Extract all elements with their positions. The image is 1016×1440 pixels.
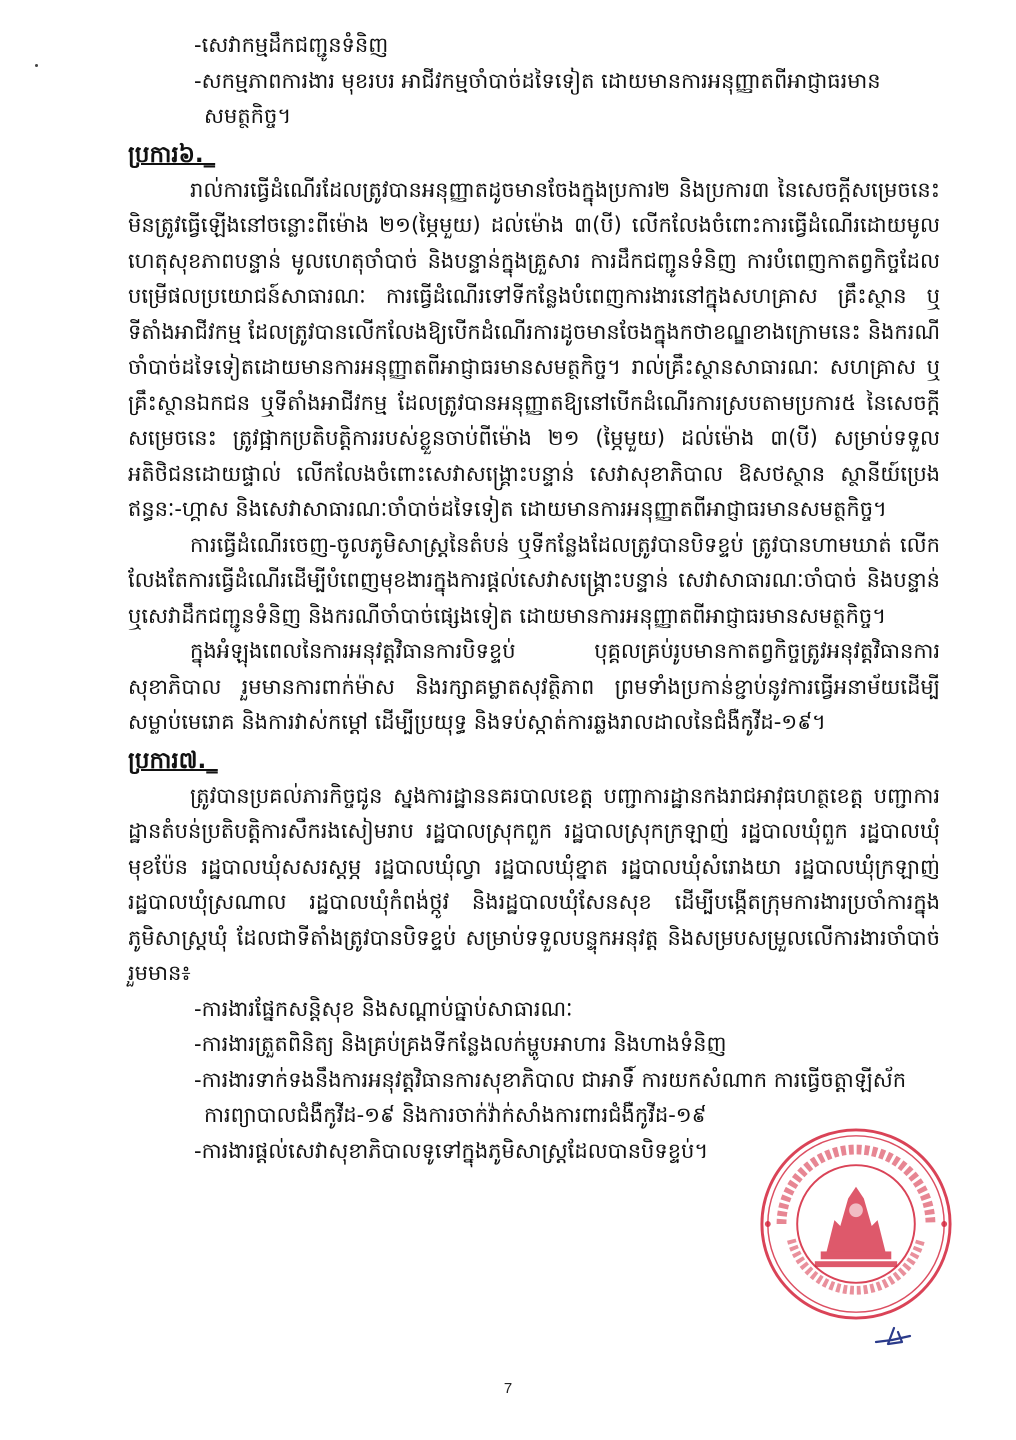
bullet-health-services: -ការងារផ្តល់សេវាសុខាភិបាលទូទៅក្នុងភូមិសាស្ត្រដែលបានបិទខ្ទប់។ bbox=[194, 1138, 709, 1163]
signature-mark bbox=[872, 1322, 916, 1350]
bullet-security: -ការងារផ្នែកសន្តិសុខ និងសណ្តាប់ធ្នាប់សាធារណៈ bbox=[194, 996, 573, 1021]
dash-line-goods-transport: -សេវាកម្មដឹកជញ្ជូនទំនិញ bbox=[194, 33, 389, 57]
article-6-heading: ប្រការ៦._ bbox=[128, 141, 216, 168]
dash-line-continuation: សមត្ថកិច្ច។ bbox=[204, 104, 292, 128]
article-6-paragraph-3: ក្នុងអំឡុងពេលនៃការអនុវត្តវិធានការបិទខ្ទប់ បុគ្គលគ្រប់រូបមានកាតព្វកិច្ចត្រូវអនុវត្តវិធានការសុខាភិបាល រួមមានការពាក់ម៉ាស និងរក្សាគម្លាតសុវត្ថិភាព ព្រមទាំងប្រកាន់ខ្ជាប់នូវការធ្វើអនាម័យដើម្បីសម្លាប់មេរោគ និងការវាស់កម្ដៅ ដើម្បីប្រយុទ្ធ និងទប់ស្កាត់ការឆ្លងរាលដាលនៃជំងឺកូវីដ-១៩។ bbox=[128, 639, 940, 734]
document-body bbox=[128, 28, 940, 1169]
article-6-paragraph-2: ការធ្វើដំណើរចេញ-ចូលភូមិសាស្ត្រនៃតំបន់ ឬទីកន្លែងដែលត្រូវបានបិទខ្ទប់ ត្រូវបានហាមឃាត់ លើកលែងតែការធ្វើដំណើរដើម្បីបំពេញមុខងារក្នុងការផ្តល់សេវាសង្គ្រោះបន្ទាន់ សេវាសាធារណៈចាំបាច់ និងបន្ទាន់ ឬសេវាដឹកជញ្ជូនទំនិញ និងករណីចាំបាច់ផ្សេងទៀត ដោយមានការអនុញ្ញាតពីអាជ្ញាធរមានសមត្ថកិច្ច។ bbox=[128, 532, 940, 628]
bullet-food-inspection: -ការងារត្រួតពិនិត្យ និងគ្រប់គ្រងទីកន្លែងលក់ម្ហូបអាហារ និងហាងទំនិញ bbox=[194, 1032, 727, 1056]
article-7-paragraph: ត្រូវបានប្រគល់ភារកិច្ចជូន ស្នងការដ្ឋាននគរបាលខេត្ត បញ្ជាការដ្ឋានកងរាជអាវុធហត្ថខេត្ត បញ្ជាការដ្ឋានតំបន់ប្រតិបត្តិការសឹករងសៀមរាប រដ្ឋបាលស្រុកពួក រដ្ឋបាលស្រុកក្រឡាញ់ រដ្ឋបាលឃុំពួក រដ្ឋបាលឃុំមុខប៉ែន រដ្ឋបាលឃុំសសរស្តម្ភ រដ្ឋបាលឃុំល្វា រដ្ឋបាលឃុំខ្នាត រដ្ឋបាលឃុំសំរោងយា រដ្ឋបាលឃុំក្រឡាញ់ រដ្ឋបាលឃុំស្រណាល រដ្ឋបាលឃុំកំពង់ថ្កូវ និងរដ្ឋបាលឃុំសែនសុខ ដើម្បីបង្កើតក្រុមការងារប្រចាំការក្នុងភូមិសាស្ត្រឃុំ ដែលជាទីតាំងត្រូវបានបិទខ្ទប់ សម្រាប់ទទួលបន្ទុកអនុវត្ត និងសម្របសម្រួលលើការងារចាំបាច់ រួមមាន៖ bbox=[128, 783, 940, 985]
dash-line-other-activities: -សកម្មភាពការងារ មុខរបរ អាជីវកម្មចាំបាច់ដទៃទៀត ដោយមានការអនុញ្ញាតពីអាជ្ញាធរមាន bbox=[194, 68, 881, 93]
scan-speck bbox=[35, 64, 38, 67]
bullet-health-continuation: ការព្យាបាលជំងឺកូវីដ-១៩ និងការចាក់វ៉ាក់សាំងការពារជំងឺកូវីដ-១៩ bbox=[204, 1103, 707, 1127]
bullet-health-measures: -ការងារទាក់ទងនឹងការអនុវត្តវិធានការសុខាភិបាល ជាអាទិ៍ ការយកសំណាក ការធ្វើចត្តាឡីស័ក bbox=[194, 1067, 907, 1092]
article-6-paragraph-1: រាល់ការធ្វើដំណើរដែលត្រូវបានអនុញ្ញាតដូចមានចែងក្នុងប្រការ២ និងប្រការ៣ នៃសេចក្តីសម្រេចនេះ មិនត្រូវធ្វើឡើងនៅចន្លោះពីម៉ោង ២១(ម្ភៃមួយ) ដល់ម៉ោង ៣(បី) លើកលែងចំពោះការធ្វើដំណើរដោយមូលហេតុសុខភាពបន្ទាន់ មូលហេតុចាំបាច់ និងបន្ទាន់ក្នុងគ្រួសារ ការដឹកជញ្ជូនទំនិញ ការបំពេញកាតព្វកិច្ចដែលបម្រើផលប្រយោជន៍សាធារណៈ ការធ្វើដំណើរទៅទីកន្លែងបំពេញការងារនៅក្នុងសហគ្រាស គ្រឹះស្ថាន ឬទីតាំងអាជីវកម្ម ដែលត្រូវបានលើកលែងឱ្យបើកដំណើរការដូចមានចែងក្នុងកថាខណ្ឌខាងក្រោមនេះ និងករណីចាំបាច់ដទៃទៀតដោយមានការអនុញ្ញាតពីអាជ្ញាធរមានសមត្ថកិច្ច។ រាល់គ្រឹះស្ថានសាធារណៈ សហគ្រាស ឬគ្រឹះស្ថានឯកជន ឬទីតាំងអាជីវកម្ម ដែលត្រូវបានអនុញ្ញាតឱ្យនៅបើកដំណើរការស្របតាមប្រការ៥ នៃសេចក្តីសម្រេចនេះ ត្រូវផ្អាកប្រតិបត្តិការរបស់ខ្លួនចាប់ពីម៉ោង ២១ (ម្ភៃមួយ) ដល់ម៉ោង ៣(បី) សម្រាប់ទទួលអតិថិជនដោយផ្ទាល់ លើកលែងចំពោះសេវាសង្គ្រោះបន្ទាន់ សេវាសុខាភិបាល ឱសថស្ថាន ស្ថានីយ៍ប្រេងឥន្ធនៈ-ហ្គាស និងសេវាសាធារណៈចាំបាច់ដទៃទៀត ដោយមានការអនុញ្ញាតពីអាជ្ញាធរមានសមត្ថកិច្ច។ bbox=[128, 177, 940, 521]
article-7-heading: ប្រការ៧._ bbox=[128, 747, 218, 774]
official-seal-stamp bbox=[758, 1126, 954, 1322]
page-number: 7 bbox=[503, 1380, 513, 1397]
